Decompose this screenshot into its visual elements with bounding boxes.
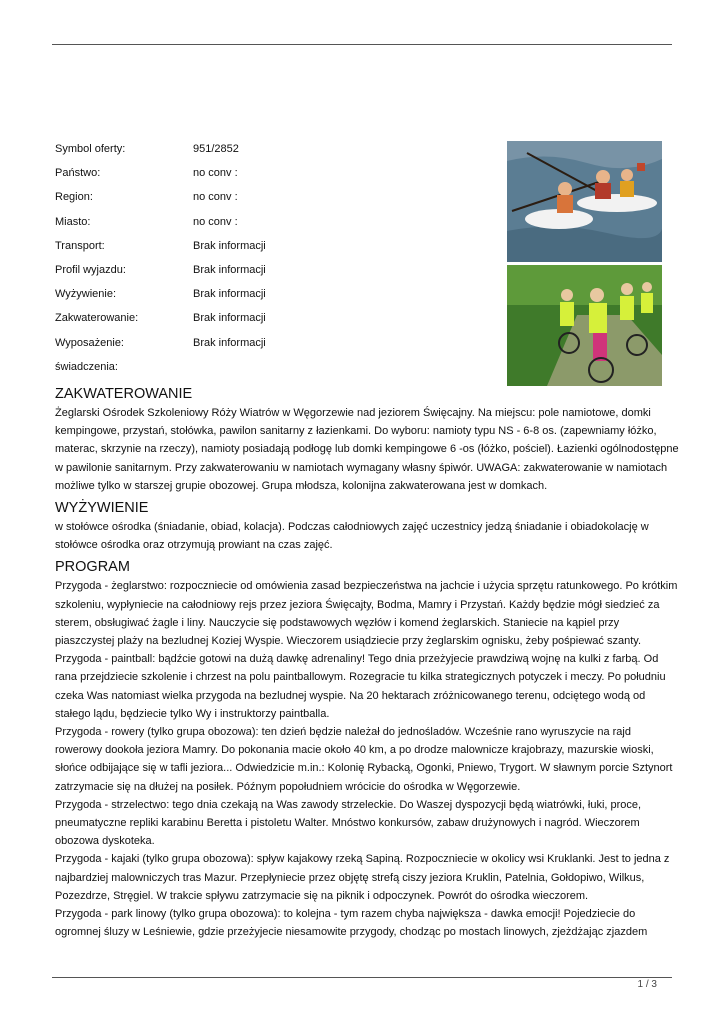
page-number: 1 / 3 (637, 979, 657, 990)
info-label: Zakwaterowanie: (55, 312, 139, 325)
accommodation-text: Żeglarski Ośrodek Szkoleniowy Róży Wiatrów w Węgorzewie nad jeziorem Święcajny. Na miejscu: pole namiotowe, domki kempingowe, przystań, stołówka, pawilon sanitarny z łazienkami. Do wyboru: namioty typu NS - 6-8 os. (zapewniamy łóżko, materac, skrzynie na rzeczy), namioty posiadają podłogę lub domki kempingowe 6 -os (łóżko, pościel). Łazienki ogólnodostępne w pawilonie sanitarnym. Przy zakwaterowaniu w namiotach wymagany własny śpiwór. UWAGA: zakwaterowanie w namiotach możliwe tylko w starszej grupie obozowej. Grupa młodsza, kolonijna zakwaterowana jest w domkach. (55, 407, 679, 492)
program-paragraph: Przygoda - żeglarstwo: rozpoczniecie od omówienia zasad bezpieczeństwa na jachcie i użycia sprzętu ratunkowego. Po krótkim szkoleniu, wypłyniecie na całodniowy rejs przez jeziora Święcajty, Bodma, Mamry i Przystań. Każdy będzie mógł siedzieć za sterem, obsługiwać żagle i liny. Nauczycie się podstawowych węzłów i komend żeglarskich. Staniecie na kąpiel przy piaszczystej plaży na bezludnej Koziej Wyspie. Wieczorem usiądziecie przy żeglarskim ognisku, żeby pośpiewać szanty. (55, 580, 678, 648)
cyclists-photo (507, 265, 662, 386)
info-value: Brak informacji (193, 288, 266, 301)
info-label: Państwo: (55, 167, 101, 180)
info-label: Wyżywienie: (55, 288, 117, 301)
header-rule (52, 44, 672, 45)
food-text: w stołówce ośrodka (śniadanie, obiad, kolacja). Podczas całodniowych zajęć uczestnicy jedzą śniadanie i obiadokolację w stołówce ośrodka oraz otrzymują prowiant na czas zajęć. (55, 521, 649, 552)
info-value: no conv : (193, 215, 238, 228)
info-value: Brak informacji (193, 336, 266, 349)
program-paragraph: Przygoda - strzelectwo: tego dnia czekają na Was zawody strzeleckie. Do Waszej dyspozycji będą wiatrówki, łuki, proce, pneumatyczne repliki karabinu Beretta i pistoletu Walter. Mnóstwo konkursów, zabaw drużynowych i nagród. Wieczorem obozowa dyskoteka. (55, 798, 642, 848)
info-value: no conv : (193, 167, 238, 180)
info-value: 951/2852 (193, 143, 239, 155)
info-value: Brak informacji (193, 263, 266, 276)
program-paragraph: Przygoda - park linowy (tylko grupa obozowa): to kolejna - tym razem chyba największa - dawka emocji! Pojedziecie do ogromnej śluzy w Leśniewie, gdzie przeżyjecie niesamowite przygody, chodząc po mostach linowych, zjeżdżając zjazdem (55, 908, 648, 939)
program-paragraph: Przygoda - kajaki (tylko grupa obozowa): spływ kajakowy rzeką Sapiną. Rozpoczniecie w okolicy wsi Kruklanki. Jest to jedna z najbardziej malowniczych tras Mazur. Przepłyniecie przez objętę strefą ciszy jeziora Kruklin, Patelnia, Gołdopiwo, Wilkus, Pozezdrze, Stręgiel. W trakcie spływu zatrzymacie się na piknik i odpoczynek. Powrót do ośrodka wieczorem. (55, 853, 670, 902)
info-value: no conv : (193, 191, 238, 204)
info-value: Brak informacji (193, 312, 266, 325)
info-label: Symbol oferty: (55, 143, 126, 155)
info-label: świadczenia: (55, 360, 118, 373)
info-label: Wyposażenie: (55, 336, 124, 349)
program-paragraph: Przygoda - rowery (tylko grupa obozowa): ten dzień będzie należał do jednośladów. Wcześnie rano wyruszycie na rajd rowerowy dookoła jeziora Mamry. Do pokonania macie około 40 km, a po drodze malownicze krajobrazy, mazurskie wioski, słońce odbijające się w tafli jeziora... Odwiedzicie m.in.: Kolonię Rybacką, Ogonki, Pniewo, Trygort. W sławnym porcie Sztynort zatrzymacie się na dłużej na posiłek. Późnym popołudniem wrócicie do ośrodka w Węgorzewie. (55, 726, 673, 793)
info-label: Miasto: (55, 215, 91, 228)
section-title-accommodation: ZAKWATEROWANIE (55, 386, 193, 402)
info-label: Transport: (55, 239, 105, 252)
footer-rule (52, 977, 672, 978)
program-paragraph: Przygoda - paintball: bądźcie gotowi na dużą dawkę adrenaliny! Tego dnia przeżyjecie prawdziwą wojnę na kulki z farbą. Od rana przejdziecie szkolenie i chrzest na polu paintballowym. Rozegracie tu kilka strategicznych potyczek i meczy. Po południu czeka Was natomiast wielka przygoda na bezludnej wyspie. Na 20 hektarach zróżnicowanego terenu, odciętego wodą od stałego lądu, będziecie tylko Wy i instruktorzy paintballa. (55, 653, 666, 720)
main-content (55, 384, 680, 941)
section-title-food: WYŻYWIENIE (55, 500, 149, 517)
kayak-photo (507, 141, 662, 262)
info-label: Profil wyjazdu: (55, 263, 126, 276)
info-value: Brak informacji (193, 239, 266, 252)
info-label: Region: (55, 191, 93, 204)
section-title-program: PROGRAM (55, 559, 130, 576)
